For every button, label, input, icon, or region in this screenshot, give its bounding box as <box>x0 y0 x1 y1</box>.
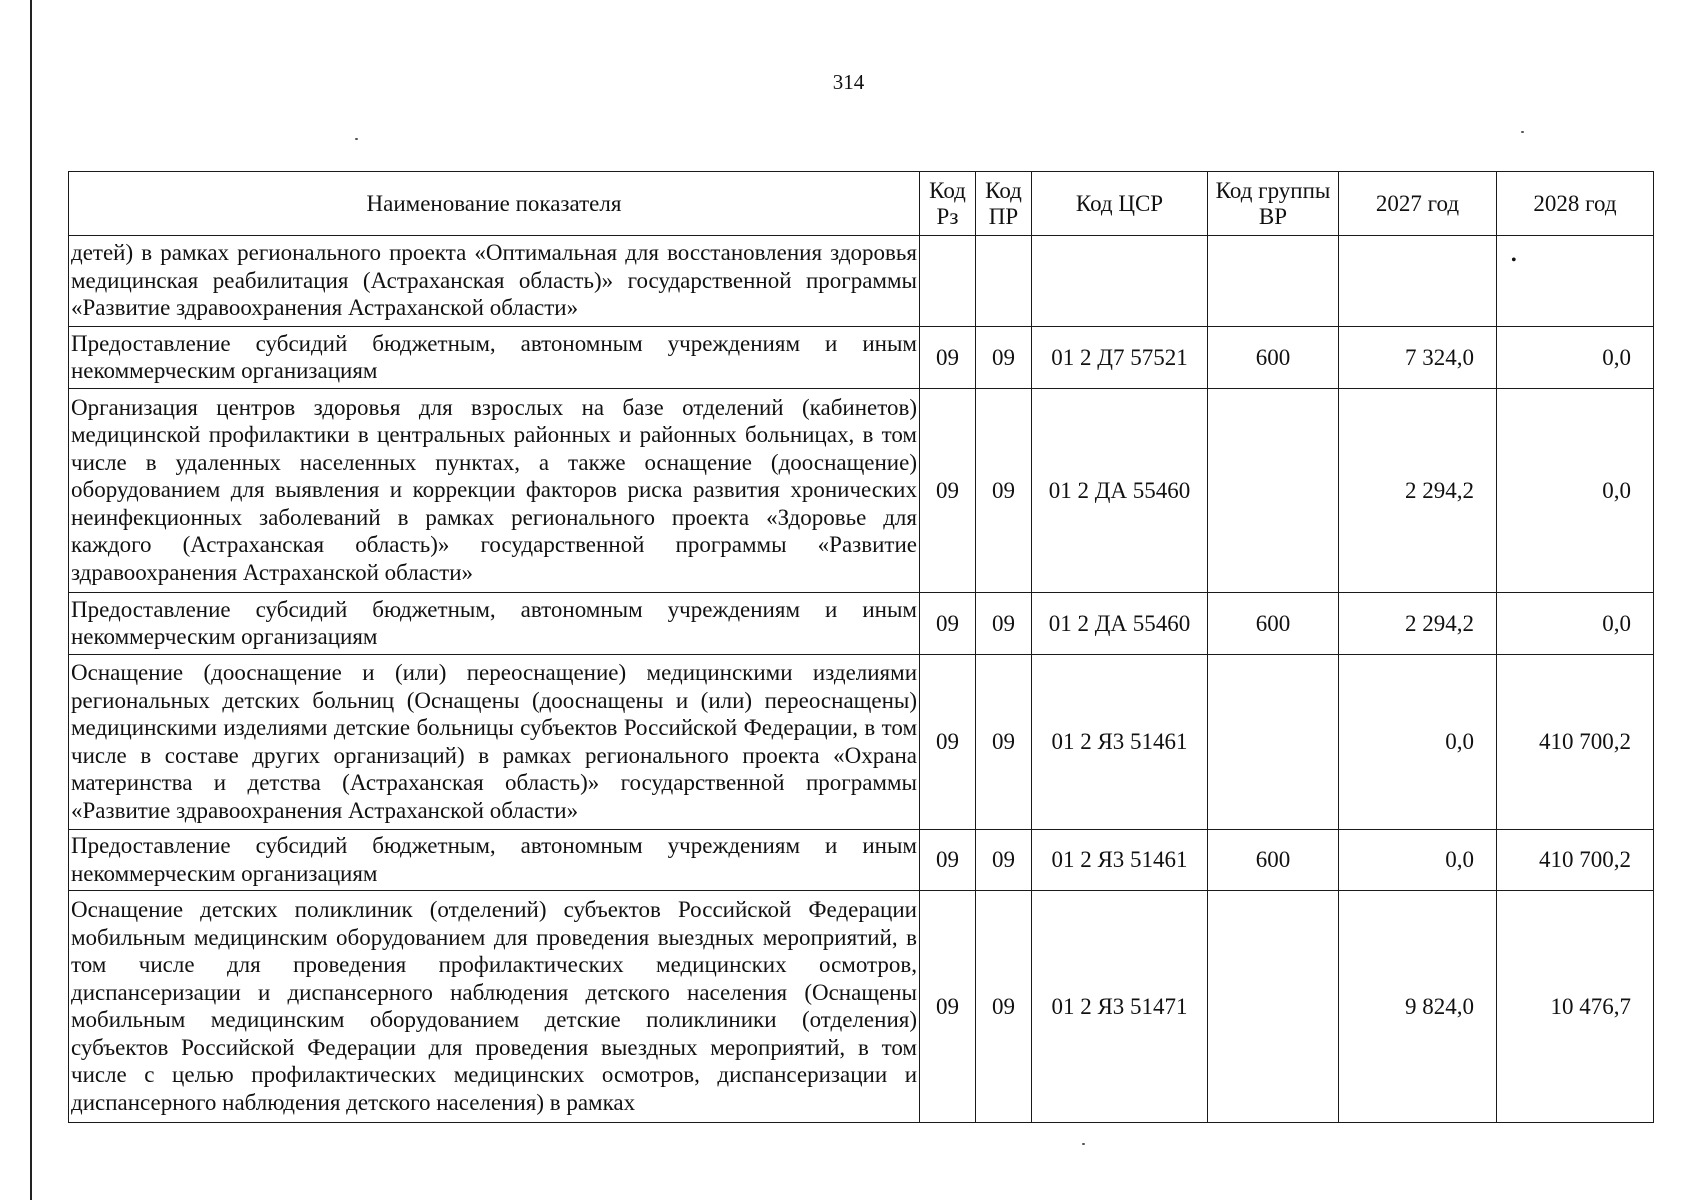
row-rz: 09 <box>920 389 976 593</box>
row-pr: 09 <box>976 655 1032 830</box>
row-name: Предоставление субсидий бюджетным, автономным учреждениям и иным некоммерческим организациям <box>69 327 920 389</box>
header-name: Наименование показателя <box>69 172 920 236</box>
row-csr: 01 2 ДА 55460 <box>1032 593 1208 655</box>
row-vr: 600 <box>1208 593 1339 655</box>
row-2028 <box>1497 236 1654 327</box>
header-csr: Код ЦСР <box>1032 172 1208 236</box>
row-rz <box>920 236 976 327</box>
scan-speck <box>355 138 358 140</box>
scan-mark: • <box>1511 252 1517 269</box>
table-row <box>69 389 1654 593</box>
row-name: Предоставление субсидий бюджетным, автономным учреждениям и иным некоммерческим организациям <box>69 830 920 891</box>
header-2028: 2028 год <box>1497 172 1654 236</box>
header-vr: Код группы ВР <box>1208 172 1339 236</box>
row-rz: 09 <box>920 327 976 389</box>
table-row <box>69 236 1654 327</box>
row-2027 <box>1339 236 1497 327</box>
row-name: Оснащение детских поликлиник (отделений) субъектов Российской Федерации мобильным медицинским оборудованием для проведения выездных мероприятий, в том числе для проведения профилактических медицинских осмотров, диспансеризации и диспансерного наблюдения детского населения (Оснащены мобильным медицинским оборудованием детские поликлиники (отделения) субъектов Российской Федерации для проведения выездных мероприятий, в том числе с целью профилактических медицинских осмотров, диспансеризации и диспансерного наблюдения детского населения) в рамках <box>69 891 920 1123</box>
table-row <box>69 593 1654 655</box>
row-vr <box>1208 891 1339 1123</box>
row-csr: 01 2 Я3 51461 <box>1032 830 1208 891</box>
row-name: детей) в рамках регионального проекта «Оптимальная для восстановления здоровья медицинская реабилитация (Астраханская область)» государственной программы «Развитие здравоохранения Астраханской области» <box>69 236 920 327</box>
budget-table <box>68 171 1654 1123</box>
row-2028: 410 700,2 <box>1497 830 1654 891</box>
table-row <box>69 655 1654 830</box>
row-name: Предоставление субсидий бюджетным, автономным учреждениям и иным некоммерческим организациям <box>69 593 920 655</box>
row-2027: 0,0 <box>1339 830 1497 891</box>
row-pr: 09 <box>976 830 1032 891</box>
row-2028: 10 476,7 <box>1497 891 1654 1123</box>
row-csr: 01 2 Я3 51461 <box>1032 655 1208 830</box>
row-vr: 600 <box>1208 830 1339 891</box>
row-vr <box>1208 655 1339 830</box>
row-rz: 09 <box>920 891 976 1123</box>
page-number: 314 <box>832 70 865 94</box>
row-csr: 01 2 ДА 55460 <box>1032 389 1208 593</box>
row-2028: 0,0 <box>1497 593 1654 655</box>
page-binding-line <box>30 0 32 1200</box>
table-header-row <box>69 172 1654 236</box>
row-2028: 0,0 <box>1497 389 1654 593</box>
table-row <box>69 830 1654 891</box>
row-vr <box>1208 389 1339 593</box>
row-vr: 600 <box>1208 327 1339 389</box>
table-row <box>69 327 1654 389</box>
row-2027: 2 294,2 <box>1339 593 1497 655</box>
scan-speck <box>1521 131 1524 133</box>
row-csr: 01 2 Я3 51471 <box>1032 891 1208 1123</box>
row-2028: 0,0 <box>1497 327 1654 389</box>
row-vr <box>1208 236 1339 327</box>
row-csr <box>1032 236 1208 327</box>
row-pr: 09 <box>976 593 1032 655</box>
row-pr: 09 <box>976 327 1032 389</box>
scan-speck <box>1082 1143 1085 1145</box>
row-pr <box>976 236 1032 327</box>
row-2027: 7 324,0 <box>1339 327 1497 389</box>
row-rz: 09 <box>920 593 976 655</box>
header-rz: Код Рз <box>920 172 976 236</box>
row-2027: 9 824,0 <box>1339 891 1497 1123</box>
header-pr: Код ПР <box>976 172 1032 236</box>
row-pr: 09 <box>976 389 1032 593</box>
row-name: Оснащение (дооснащение и (или) переоснащение) медицинскими изделиями региональных детских больниц (Оснащены (дооснащены и (или) переоснащены) медицинскими изделиями детские больницы субъектов Российской Федерации, в том числе в составе других организаций) в рамках регионального проекта «Охрана материнства и детства (Астраханская область)» государственной программы «Развитие здравоохранения Астраханской области» <box>69 655 920 830</box>
row-2027: 0,0 <box>1339 655 1497 830</box>
row-2028: 410 700,2 <box>1497 655 1654 830</box>
row-csr: 01 2 Д7 57521 <box>1032 327 1208 389</box>
row-rz: 09 <box>920 830 976 891</box>
row-2027: 2 294,2 <box>1339 389 1497 593</box>
table-row <box>69 891 1654 1123</box>
row-rz: 09 <box>920 655 976 830</box>
row-name: Организация центров здоровья для взрослых на базе отделений (кабинетов) медицинской профилактики в центральных районных и районных больницах, в том числе в удаленных населенных пунктах, а также оснащение (дооснащение) оборудованием для выявления и коррекции факторов риска развития хронических неинфекционных заболеваний в рамках регионального проекта «Здоровье для каждого (Астраханская область)» государственной программы «Развитие здравоохранения Астраханской области» <box>69 389 920 593</box>
row-pr: 09 <box>976 891 1032 1123</box>
header-2027: 2027 год <box>1339 172 1497 236</box>
